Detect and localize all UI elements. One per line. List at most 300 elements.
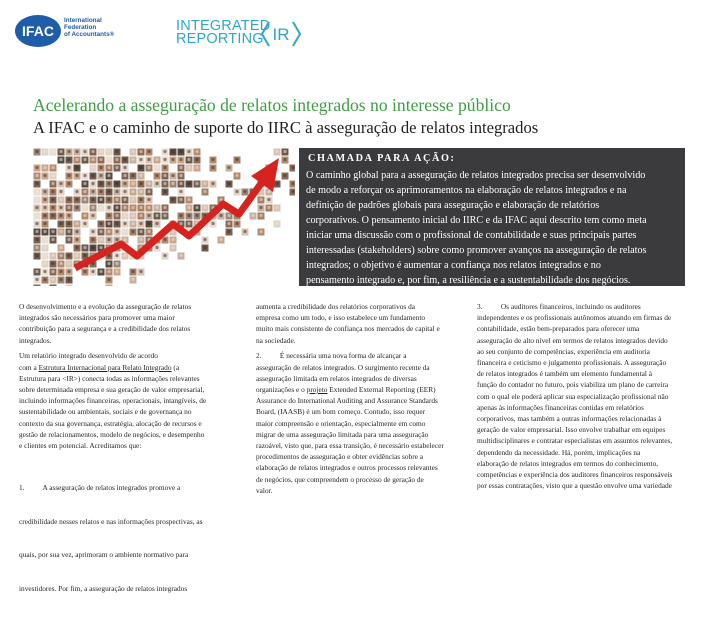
mosaic-face bbox=[139, 214, 142, 217]
mosaic-face bbox=[275, 206, 278, 209]
mosaic-face bbox=[179, 166, 182, 169]
mosaic-face bbox=[147, 206, 150, 209]
mosaic-face bbox=[83, 158, 86, 161]
svg-text:IR: IR bbox=[273, 25, 290, 44]
mosaic-face bbox=[115, 150, 118, 153]
mosaic-face bbox=[139, 206, 142, 209]
mosaic-face bbox=[187, 158, 190, 161]
mosaic-face bbox=[203, 238, 206, 241]
mosaic-face bbox=[35, 174, 38, 177]
mosaic-face bbox=[155, 174, 158, 177]
mosaic-face bbox=[155, 222, 158, 225]
mosaic-face bbox=[59, 278, 62, 281]
mosaic-face bbox=[107, 158, 110, 161]
mosaic-face bbox=[139, 222, 142, 225]
mosaic-face bbox=[195, 158, 198, 161]
paragraph: aumenta a credibilidade dos relatórios corporativos da empresa como um todo, e isso estabelece um fundamento muito mais consistente de confiança nos mercados de capital e na sociedade. bbox=[256, 301, 478, 346]
mosaic-face bbox=[195, 206, 198, 209]
mosaic-face bbox=[99, 198, 102, 201]
mosaic-face bbox=[131, 190, 134, 193]
mosaic-face bbox=[43, 254, 46, 257]
mosaic-face bbox=[155, 246, 158, 249]
mosaic-face bbox=[35, 190, 38, 193]
mosaic-face bbox=[123, 158, 126, 161]
mosaic-face bbox=[275, 182, 278, 185]
mosaic-face bbox=[163, 238, 166, 241]
mosaic-face bbox=[43, 150, 46, 153]
mosaic-face bbox=[43, 190, 46, 193]
mosaic-face bbox=[35, 246, 38, 249]
mosaic-face bbox=[59, 182, 62, 185]
mosaic-face bbox=[99, 166, 102, 169]
mosaic-face bbox=[131, 158, 134, 161]
mosaic-face bbox=[67, 270, 70, 273]
mosaic-face bbox=[195, 166, 198, 169]
mosaic-face bbox=[107, 262, 110, 265]
mosaic-face bbox=[235, 190, 238, 193]
mosaic-face bbox=[123, 254, 126, 257]
mosaic-face bbox=[67, 238, 70, 241]
mosaic-face bbox=[83, 182, 86, 185]
mosaic-face bbox=[67, 222, 70, 225]
mosaic-face bbox=[131, 182, 134, 185]
mosaic-face bbox=[179, 254, 182, 257]
mosaic-face bbox=[291, 166, 294, 169]
mosaic-face bbox=[147, 150, 150, 153]
mosaic-tile bbox=[106, 285, 113, 287]
mosaic-face bbox=[163, 158, 166, 161]
mosaic-face bbox=[163, 206, 166, 209]
mosaic-face bbox=[123, 238, 126, 241]
mosaic-face bbox=[83, 214, 86, 217]
mosaic-face bbox=[91, 174, 94, 177]
mosaic-face bbox=[35, 270, 38, 273]
ir-mark bbox=[260, 19, 302, 54]
cta-body: O caminho global para a asseguração de relatos integrados precisa ser desenvolvido de modo a reforçar os aprimoramentos na elaboração de relatos integrados e na definição de padrões globais para asseguração e elaboração de relatórios corporativos. O pensamento inicial do IIRC e da IFAC aqui descrito tem como meta iniciar uma discussão com o profissional de contabilidade e suas principais partes interessadas (stakeholders) sobre como promover avanços na asseguração de relatos integrados; o objetivo é aumentar a confiança nos relatos integrados e no pensamento integrado e, por fim, a resiliência e a sustentabilidade dos negócios. bbox=[306, 168, 680, 288]
mosaic-face bbox=[187, 198, 190, 201]
mosaic-face bbox=[51, 254, 54, 257]
mosaic-face bbox=[147, 198, 150, 201]
mosaic-face bbox=[59, 246, 62, 249]
mosaic-face bbox=[83, 206, 86, 209]
mosaic-face bbox=[107, 230, 110, 233]
mosaic-face bbox=[115, 214, 118, 217]
mosaic-face bbox=[163, 166, 166, 169]
mosaic-face bbox=[219, 238, 222, 241]
mosaic-face bbox=[179, 150, 182, 153]
mosaic-face bbox=[35, 230, 38, 233]
mosaic-face bbox=[107, 270, 110, 273]
mosaic-face bbox=[235, 222, 238, 225]
mosaic-face bbox=[99, 246, 102, 249]
mosaic-face bbox=[123, 206, 126, 209]
mosaic-face bbox=[275, 150, 278, 153]
mosaic-face bbox=[123, 174, 126, 177]
mosaic-face bbox=[107, 222, 110, 225]
mosaic-face bbox=[179, 198, 182, 201]
mosaic-face bbox=[35, 214, 38, 217]
mosaic-face bbox=[163, 150, 166, 153]
mosaic-face bbox=[35, 150, 38, 153]
mosaic-face bbox=[51, 206, 54, 209]
mosaic-face bbox=[43, 198, 46, 201]
mosaic-face bbox=[59, 222, 62, 225]
mosaic-face bbox=[75, 246, 78, 249]
mosaic-face bbox=[75, 150, 78, 153]
mosaic-face bbox=[227, 182, 230, 185]
mosaic-face bbox=[115, 222, 118, 225]
mosaic-face bbox=[171, 150, 174, 153]
mosaic-face bbox=[43, 174, 46, 177]
mosaic-face bbox=[171, 246, 174, 249]
mosaic-face bbox=[131, 278, 134, 281]
mosaic-face bbox=[99, 158, 102, 161]
mosaic-face bbox=[155, 182, 158, 185]
mosaic-face bbox=[59, 206, 62, 209]
mosaic-face bbox=[195, 214, 198, 217]
mosaic-face bbox=[83, 222, 86, 225]
mosaic-face bbox=[99, 230, 102, 233]
mosaic-face bbox=[83, 246, 86, 249]
mosaic-face bbox=[267, 198, 270, 201]
mosaic-face bbox=[35, 238, 38, 241]
mosaic-face bbox=[187, 182, 190, 185]
mosaic-face bbox=[67, 158, 70, 161]
mosaic-face bbox=[51, 214, 54, 217]
mosaic-face bbox=[99, 150, 102, 153]
mosaic-face bbox=[107, 278, 110, 281]
mosaic-face bbox=[139, 238, 142, 241]
mosaic-face bbox=[259, 230, 262, 233]
cta-heading: CHAMADA PARA AÇÃO: bbox=[308, 153, 455, 164]
mosaic-face bbox=[75, 238, 78, 241]
mosaic-face bbox=[107, 206, 110, 209]
mosaic-face bbox=[211, 222, 214, 225]
mosaic-face bbox=[155, 206, 158, 209]
mosaic-face bbox=[67, 174, 70, 177]
mosaic-face bbox=[163, 190, 166, 193]
mosaic-face bbox=[235, 158, 238, 161]
mosaic-face bbox=[171, 158, 174, 161]
mosaic-face bbox=[171, 198, 174, 201]
mosaic-face bbox=[259, 198, 262, 201]
mosaic-face bbox=[75, 222, 78, 225]
mosaic-face bbox=[187, 206, 190, 209]
mosaic-face bbox=[35, 198, 38, 201]
mosaic-face bbox=[107, 150, 110, 153]
mosaic-face bbox=[67, 150, 70, 153]
mosaic-face bbox=[67, 262, 70, 265]
mosaic-face bbox=[139, 182, 142, 185]
mosaic-face bbox=[91, 182, 94, 185]
mosaic-face bbox=[67, 230, 70, 233]
mosaic-face bbox=[203, 206, 206, 209]
mosaic-face bbox=[147, 190, 150, 193]
mosaic-face bbox=[75, 206, 78, 209]
mosaic-face bbox=[131, 198, 134, 201]
mosaic-face bbox=[147, 182, 150, 185]
mosaic-face bbox=[107, 166, 110, 169]
mosaic-face bbox=[115, 198, 118, 201]
mosaic-face bbox=[91, 206, 94, 209]
mosaic-face bbox=[51, 166, 54, 169]
mosaic-face bbox=[187, 166, 190, 169]
mosaic-face bbox=[115, 158, 118, 161]
mosaic-face bbox=[179, 182, 182, 185]
ifac-name: International Federation of Accountants® bbox=[64, 17, 154, 39]
mosaic-face bbox=[35, 278, 38, 281]
mosaic-face bbox=[35, 254, 38, 257]
mosaic-face bbox=[59, 262, 62, 265]
mosaic-face bbox=[51, 278, 54, 281]
mosaic-face bbox=[67, 254, 70, 257]
mosaic-face bbox=[227, 214, 230, 217]
hero-mosaic-image bbox=[33, 148, 295, 286]
mosaic-face bbox=[99, 270, 102, 273]
mosaic-face bbox=[83, 198, 86, 201]
mosaic-face bbox=[139, 150, 142, 153]
mosaic-face bbox=[187, 214, 190, 217]
paragraph: 1. A asseguração de relatos integrados promove a credibilidade nesses relatos e nas informações prospectivas, as quais, por sua vez, aprimoram o ambiente normativo para investidores. Por fim, a asseguração de relatos integrados bbox=[19, 460, 241, 617]
mosaic-face bbox=[275, 222, 278, 225]
column-3: 3. Os auditores financeiros, incluindo os auditores independentes e os profissionais autônomos atuando em firmas de contabilidade, estão bem-preparados para oferecer uma asseguração de alto nível em termos de relatos integrados devido ao seu conjunto de competências, experiência em auditoria financeira e ceticismo e julgamento profissionais. A asseguração de relatos integrados é também um elemento fundamental à função do contador no futuro, pois viabiliza um plano de carreira com o qual ele poderá aplicar sua especialização profissional não apenas às informações financeiras contidas em relatórios corporativos, mas também a outras informações relacionadas à geração de valor empresarial. Isso envolve trabalhar em equipes multidisciplinares e contratar especialistas em assuntos relevantes, dependendo da necessidade. Há, porém, implicações na elaboração de relatos integrados em termos do conhecimento, competências e experiência dos auditores financeiros responsáveis por essas contratações, visto que a questão envolve uma variedade bbox=[477, 301, 697, 491]
paragraph: 2. É necessária uma nova forma de alcançar a asseguração de relatos integrados. O surgimento recente da asseguração limitada em relatos integrados de diversas organizações e o projeto Extended External Reporting (EER) Assurance do International Auditing and Assurance Standards Board, (IAASB) é um bom começo. Contudo, isso requer maior compreensão e orientação, especialmente em como migrar de uma asseguração limitada para uma asseguração razoável, visto que, para essa transição, é necessário estabelecer procedimentos de asseguração e obter evidências sobre a elaboração de relatos integrados e outros processos relevantes de negócios, que compreendem o processo de geração de valor. bbox=[256, 350, 478, 496]
mosaic-face bbox=[123, 166, 126, 169]
mosaic-face bbox=[115, 166, 118, 169]
mosaic-face bbox=[43, 262, 46, 265]
mosaic-face bbox=[107, 190, 110, 193]
mosaic-face bbox=[59, 190, 62, 193]
mosaic-face bbox=[91, 166, 94, 169]
mosaic-face bbox=[155, 166, 158, 169]
mosaic-face bbox=[115, 190, 118, 193]
mosaic-face bbox=[99, 206, 102, 209]
mosaic-face bbox=[115, 206, 118, 209]
eer-project-link[interactable]: projeto bbox=[307, 385, 328, 394]
mosaic-face bbox=[227, 230, 230, 233]
mosaic-face bbox=[99, 182, 102, 185]
mosaic-face bbox=[123, 230, 126, 233]
mosaic-face bbox=[163, 174, 166, 177]
mosaic-face bbox=[163, 182, 166, 185]
mosaic-face bbox=[99, 190, 102, 193]
mosaic-face bbox=[91, 238, 94, 241]
mosaic-face bbox=[131, 270, 134, 273]
paragraph: O desenvolvimento e a evolução da asseguração de relatos integrados são necessários para promover uma maior contribuição para a segurança e a credibilidade dos relatos integrados. bbox=[19, 301, 241, 346]
mosaic-face bbox=[123, 198, 126, 201]
mosaic-face bbox=[211, 158, 214, 161]
mosaic-face bbox=[283, 150, 286, 153]
mosaic-face bbox=[91, 198, 94, 201]
ifac-logo bbox=[14, 14, 62, 48]
mosaic-face bbox=[51, 262, 54, 265]
mosaic-face bbox=[195, 182, 198, 185]
mosaic-face bbox=[251, 214, 254, 217]
column-1 bbox=[19, 301, 241, 617]
mosaic-face bbox=[35, 222, 38, 225]
mosaic-face bbox=[131, 222, 134, 225]
mosaic-face bbox=[155, 214, 158, 217]
mosaic-face bbox=[267, 206, 270, 209]
mosaic-face bbox=[155, 158, 158, 161]
mosaic-face bbox=[267, 190, 270, 193]
mosaic-face bbox=[139, 198, 142, 201]
mosaic-face bbox=[171, 238, 174, 241]
mosaic-face bbox=[83, 254, 86, 257]
mosaic-face bbox=[59, 270, 62, 273]
mosaic-tile bbox=[34, 285, 41, 287]
mosaic-face bbox=[107, 174, 110, 177]
mosaic-face bbox=[123, 222, 126, 225]
mosaic-face bbox=[43, 278, 46, 281]
mosaic-face bbox=[179, 214, 182, 217]
mosaic-face bbox=[83, 174, 86, 177]
mosaic-face bbox=[131, 214, 134, 217]
paragraph: Um relatório integrado desenvolvido de acordo com a Estrutura Internacional para Relato Integrado (a Estrutura para <IR>) conecta todas as informações relevantes sobre determinada empresa e sua geração de valor empresarial, incluindo informações financeiras, operacionais, intangíveis, de sustentabilidade ou ambientais, sociais e de governança no contexto da sua governança, estratégia, alocação de recursos e gestão de relacionamentos, modelo de negócios, e desempenho e clientes em potencial. Acreditamos que: bbox=[19, 350, 241, 451]
mosaic-face bbox=[179, 158, 182, 161]
mosaic-face bbox=[59, 254, 62, 257]
mosaic-face bbox=[243, 230, 246, 233]
page-subtitle: A IFAC e o caminho de suporte do IIRC à asseguração de relatos integrados bbox=[33, 118, 538, 138]
mosaic-face bbox=[131, 150, 134, 153]
mosaic-face bbox=[43, 222, 46, 225]
mosaic-face bbox=[67, 278, 70, 281]
mosaic-face bbox=[43, 238, 46, 241]
mosaic-face bbox=[43, 270, 46, 273]
mosaic-face bbox=[83, 190, 86, 193]
mosaic-face bbox=[123, 214, 126, 217]
mosaic-face bbox=[107, 198, 110, 201]
mosaic-face bbox=[67, 206, 70, 209]
svg-text:IFAC: IFAC bbox=[22, 23, 54, 39]
mosaic-face bbox=[147, 166, 150, 169]
mosaic-face bbox=[147, 230, 150, 233]
mosaic-face bbox=[35, 182, 38, 185]
mosaic-face bbox=[107, 214, 110, 217]
mosaic-face bbox=[59, 230, 62, 233]
mosaic-face bbox=[99, 222, 102, 225]
mosaic-face bbox=[67, 198, 70, 201]
mosaic-face bbox=[91, 270, 94, 273]
mosaic-face bbox=[75, 174, 78, 177]
mosaic-face bbox=[139, 174, 142, 177]
mosaic-face bbox=[187, 222, 190, 225]
integrated-reporting-logo: INTEGRATED REPORTING bbox=[176, 20, 326, 48]
mosaic-face bbox=[171, 230, 174, 233]
mosaic-face bbox=[139, 270, 142, 273]
mosaic-face bbox=[179, 222, 182, 225]
mosaic-face bbox=[131, 174, 134, 177]
mosaic-face bbox=[123, 182, 126, 185]
mosaic-face bbox=[291, 182, 294, 185]
mosaic-face bbox=[203, 246, 206, 249]
page-title: Acelerando a asseguração de relatos integrados no interesse público bbox=[33, 95, 511, 116]
mosaic-face bbox=[203, 182, 206, 185]
mosaic-face bbox=[163, 254, 166, 257]
mosaic-face bbox=[211, 182, 214, 185]
mosaic-face bbox=[171, 182, 174, 185]
mosaic-face bbox=[59, 214, 62, 217]
mosaic-face bbox=[131, 230, 134, 233]
mosaic-face bbox=[163, 214, 166, 217]
mosaic-face bbox=[91, 230, 94, 233]
mosaic-face bbox=[83, 270, 86, 273]
mosaic-face bbox=[35, 166, 38, 169]
mosaic-face bbox=[259, 214, 262, 217]
mosaic-face bbox=[291, 190, 294, 193]
mosaic-face bbox=[227, 166, 230, 169]
mosaic-face bbox=[99, 174, 102, 177]
mosaic-face bbox=[147, 222, 150, 225]
mosaic-face bbox=[75, 158, 78, 161]
mosaic-face bbox=[43, 206, 46, 209]
mosaic-face bbox=[115, 270, 118, 273]
mosaic-face bbox=[83, 150, 86, 153]
mosaic-face bbox=[51, 190, 54, 193]
mosaic-face bbox=[235, 174, 238, 177]
mosaic-face bbox=[219, 214, 222, 217]
mosaic-face bbox=[139, 190, 142, 193]
mosaic-face bbox=[187, 150, 190, 153]
mosaic-face bbox=[91, 246, 94, 249]
mosaic-face bbox=[67, 166, 70, 169]
mosaic-face bbox=[43, 230, 46, 233]
mosaic-face bbox=[131, 206, 134, 209]
mosaic-face bbox=[147, 214, 150, 217]
mosaic-face bbox=[115, 230, 118, 233]
mosaic-face bbox=[115, 182, 118, 185]
mosaic-face bbox=[195, 150, 198, 153]
mosaic-face bbox=[67, 214, 70, 217]
mosaic-face bbox=[171, 174, 174, 177]
mosaic-face bbox=[91, 158, 94, 161]
mosaic-tile bbox=[66, 285, 73, 287]
mosaic-face bbox=[91, 150, 94, 153]
mosaic-face bbox=[91, 190, 94, 193]
mosaic-face bbox=[107, 238, 110, 241]
mosaic-face bbox=[243, 190, 246, 193]
mosaic-face bbox=[75, 198, 78, 201]
mosaic-face bbox=[107, 182, 110, 185]
mosaic-face bbox=[59, 158, 62, 161]
framework-link[interactable]: Estrutura Internacional para Relato Integrado bbox=[39, 363, 172, 372]
mosaic-face bbox=[179, 190, 182, 193]
mosaic-face bbox=[147, 158, 150, 161]
mosaic-face bbox=[139, 158, 142, 161]
mosaic-face bbox=[283, 158, 286, 161]
mosaic-face bbox=[67, 182, 70, 185]
mosaic-face bbox=[59, 198, 62, 201]
mosaic-face bbox=[59, 150, 62, 153]
mosaic-face bbox=[227, 222, 230, 225]
mosaic-face bbox=[51, 150, 54, 153]
mosaic-face bbox=[123, 190, 126, 193]
mosaic-face bbox=[51, 198, 54, 201]
mosaic-face bbox=[99, 238, 102, 241]
mosaic-face bbox=[75, 166, 78, 169]
mosaic-face bbox=[179, 174, 182, 177]
mosaic-face bbox=[75, 190, 78, 193]
mosaic-face bbox=[139, 166, 142, 169]
mosaic-face bbox=[115, 254, 118, 257]
column-2 bbox=[256, 301, 478, 496]
mosaic-face bbox=[91, 214, 94, 217]
mosaic-face bbox=[51, 182, 54, 185]
mosaic-face bbox=[51, 174, 54, 177]
mosaic-face bbox=[75, 230, 78, 233]
mosaic-face bbox=[51, 270, 54, 273]
mosaic-face bbox=[43, 166, 46, 169]
